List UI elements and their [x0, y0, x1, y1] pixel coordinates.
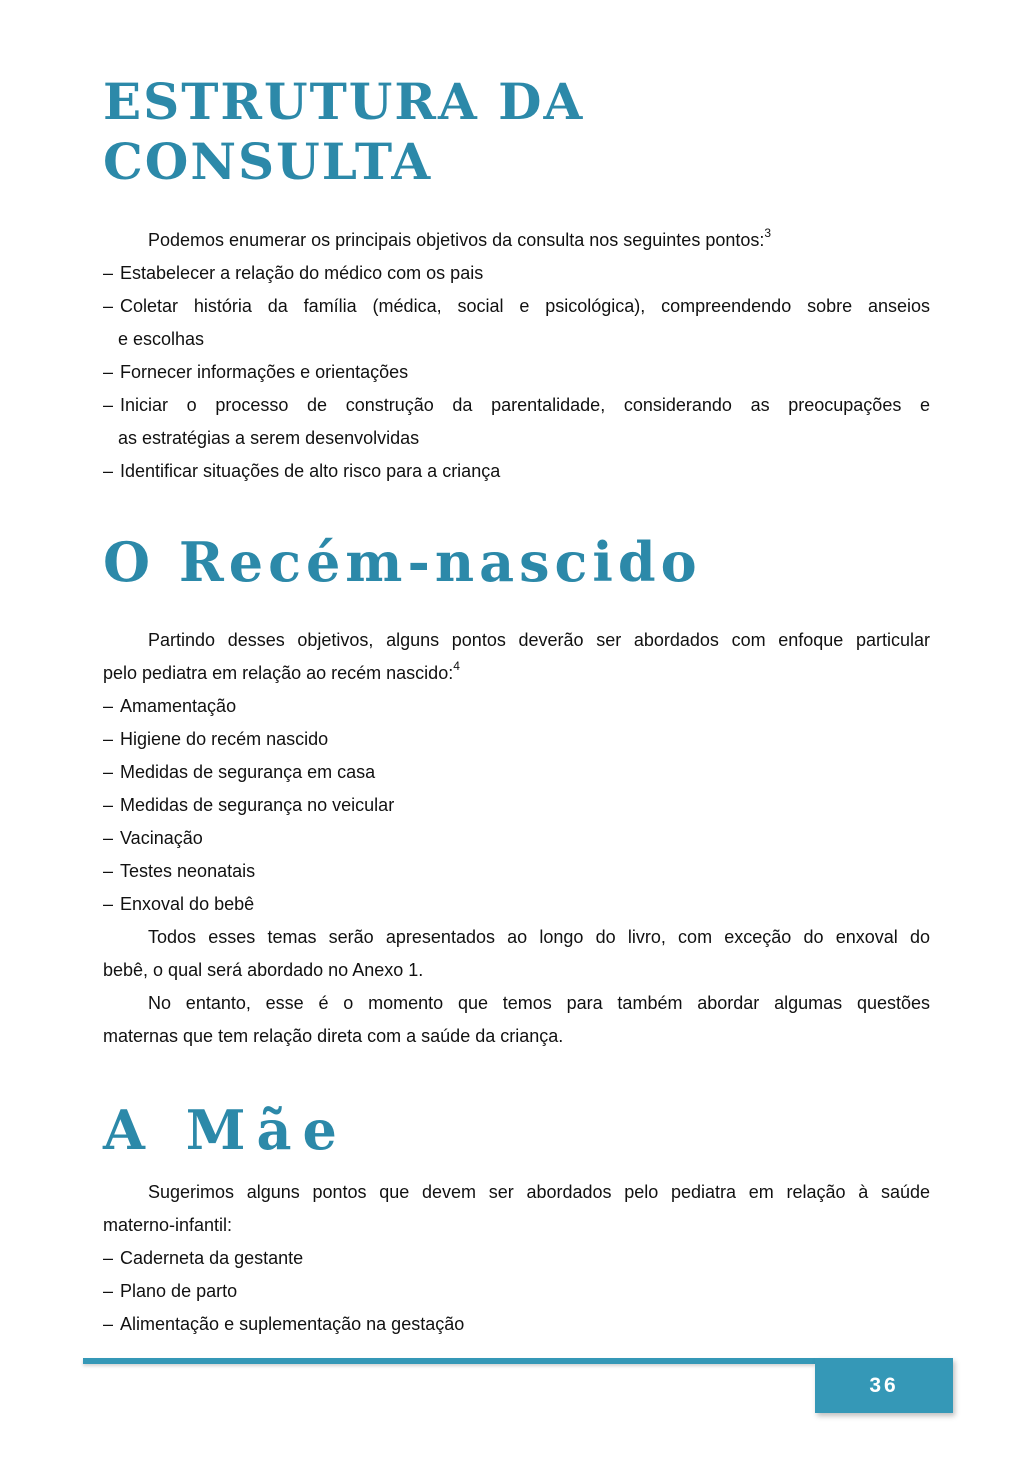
list-item: [103, 789, 930, 822]
bullet-dash: –: [103, 729, 114, 749]
list-item-text: Amamentação: [120, 696, 237, 716]
paragraph-line: [103, 1020, 930, 1053]
footnote-ref-3: 3: [764, 226, 772, 240]
section-heading-a-mae: A Mãe: [103, 1098, 348, 1162]
page-number-badge: [815, 1358, 953, 1413]
bullet-dash: –: [103, 461, 114, 481]
bullet-dash: –: [103, 362, 114, 382]
list-item-text: Medidas de segurança no veicular: [120, 795, 395, 815]
list-item-continuation: [103, 422, 930, 455]
list-item: [103, 389, 930, 422]
list-item-continuation: [103, 323, 930, 356]
list-item-text: Higiene do recém nascido: [120, 729, 329, 749]
paragraph-line: [103, 224, 930, 257]
list-item-text: Alimentação e suplementação na gestação: [120, 1314, 465, 1334]
list-item: [103, 888, 930, 921]
bullet-dash: –: [103, 762, 114, 782]
list-item: [103, 822, 930, 855]
bullet-dash: –: [103, 795, 114, 815]
list-item-text: Estabelecer a relação do médico com os pais: [120, 263, 484, 283]
list-item-text: Medidas de segurança em casa: [120, 762, 376, 782]
bullet-dash: –: [103, 894, 114, 914]
list-item: [103, 290, 930, 323]
list-item: [103, 756, 930, 789]
list-item-text: Caderneta da gestante: [120, 1248, 304, 1268]
paragraph-text: Todos esses temas serão apresentados ao longo do livro, com exceção do enxoval do: [148, 927, 930, 947]
list-item-text: as estratégias a serem desenvolvidas: [118, 428, 420, 448]
paragraph-text: No entanto, esse é o momento que temos para também abordar algumas questões: [148, 993, 930, 1013]
paragraph-line: [103, 624, 930, 657]
paragraph-line: [103, 987, 930, 1020]
list-item: [103, 1308, 930, 1341]
paragraph-text: Podemos enumerar os principais objetivos da consulta nos seguintes pontos:: [148, 230, 765, 250]
bullet-dash: –: [103, 861, 114, 881]
list-item: [103, 855, 930, 888]
list-item-text: Iniciar o processo de construção da parentalidade, considerando as preocupações e: [120, 395, 930, 415]
list-item-text: Identificar situações de alto risco para a criança: [120, 461, 501, 481]
list-item: [103, 455, 930, 488]
paragraph-line: [103, 657, 930, 690]
page-number: 36: [869, 1373, 899, 1397]
bullet-dash: –: [103, 1248, 114, 1268]
list-item: [103, 1275, 930, 1308]
paragraph-text: bebê, o qual será abordado no Anexo 1.: [103, 960, 424, 980]
paragraph-text: maternas que tem relação direta com a saúde da criança.: [103, 1026, 564, 1046]
list-item: [103, 723, 930, 756]
paragraph-line: [103, 1209, 930, 1242]
footer-rule: [83, 1358, 815, 1364]
list-item-text: Enxoval do bebê: [120, 894, 255, 914]
list-item-text: Testes neonatais: [120, 861, 256, 881]
list-item: [103, 690, 930, 723]
paragraph-text: Sugerimos alguns pontos que devem ser abordados pelo pediatra em relação à saúde: [148, 1182, 930, 1202]
bullet-dash: –: [103, 296, 114, 316]
bullet-dash: –: [103, 828, 114, 848]
paragraph-text: materno-infantil:: [103, 1215, 233, 1235]
bullet-dash: –: [103, 696, 114, 716]
list-item: [103, 257, 930, 290]
list-item-text: Fornecer informações e orientações: [120, 362, 409, 382]
bullet-dash: –: [103, 395, 114, 415]
list-item-text: Vacinação: [120, 828, 203, 848]
section-heading-o-recem-nascido: O Recém-nascido: [103, 530, 702, 594]
bullet-dash: –: [103, 1314, 114, 1334]
footnote-ref-4: 4: [453, 659, 460, 673]
section-heading-estrutura-da-consulta: ESTRUTURA DA CONSULTA: [103, 72, 585, 191]
page-content: [103, 72, 930, 1341]
bullet-dash: –: [103, 1281, 114, 1301]
list-item-text: Coletar história da família (médica, social e psicológica), compreendendo sobre anseios: [120, 296, 930, 316]
paragraph-text: pelo pediatra em relação ao recém nascido:: [103, 663, 454, 683]
paragraph-text: Partindo desses objetivos, alguns pontos deverão ser abordados com enfoque particular: [148, 630, 930, 650]
paragraph-line: [103, 1176, 930, 1209]
list-item: [103, 1242, 930, 1275]
paragraph-line: [103, 921, 930, 954]
list-item: [103, 356, 930, 389]
bullet-dash: –: [103, 263, 114, 283]
list-item-text: e escolhas: [118, 329, 205, 349]
paragraph-line: [103, 954, 930, 987]
list-item-text: Plano de parto: [120, 1281, 238, 1301]
